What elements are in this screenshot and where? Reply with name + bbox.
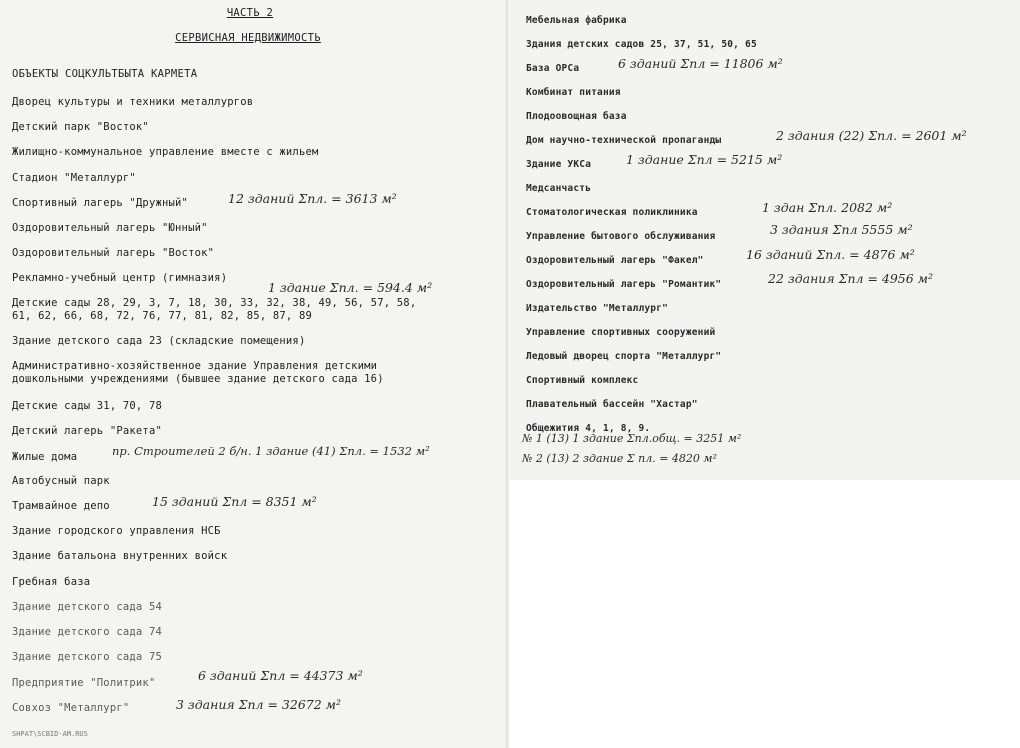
handwritten-note: 16 зданий Σпл. = 4876 м² (746, 247, 915, 262)
item-text: Детский парк "Восток" (12, 121, 149, 133)
section-title: СЕРВИСНАЯ НЕДВИЖИМОСТЬ (175, 32, 321, 44)
item-text: Оздоровительный лагерь "Юнный" (12, 222, 208, 234)
page-footer: SHPAT\SCBID-AM.RUS (12, 730, 88, 738)
item-text: Спортивный комплекс (526, 375, 639, 386)
handwritten-note: пр. Строителей 2 б/н. 1 здание (41) Σпл. = 1532 м² (112, 444, 430, 458)
list-item (526, 134, 721, 147)
item-text: 61, 62, 66, 68, 72, 76, 77, 81, 82, 85, 87, 89 (12, 310, 312, 322)
list-item (12, 222, 208, 235)
list-item (12, 272, 227, 285)
item-text: Автобусный парк (12, 475, 110, 487)
list-heading: ОБЪЕКТЫ СОЦКУЛЬТБЫТА КАРМЕТА (12, 68, 198, 80)
item-text: Предприятие "Политрик" (12, 677, 156, 689)
list-item (12, 172, 136, 185)
handwritten-note: 3 здания Σпл 5555 м² (770, 222, 913, 237)
left-page (0, 0, 508, 748)
list-item (12, 702, 129, 715)
list-item (526, 38, 757, 51)
handwritten-note: 1 здание Σпл = 5215 м² (626, 152, 783, 167)
item-text: Здание детского сада 54 (12, 601, 162, 613)
handwritten-note: 6 зданий Σпл = 11806 м² (618, 56, 783, 71)
item-text: Здание батальона внутренних войск (12, 550, 228, 562)
list-item (12, 247, 214, 260)
list-item (12, 576, 90, 589)
item-text: Стоматологическая поликлиника (526, 207, 698, 218)
item-text: Детский лагерь "Ракета" (12, 425, 162, 437)
part-title: ЧАСТЬ 2 (226, 7, 274, 19)
item-text: Мебельная фабрика (526, 15, 627, 26)
list-item (526, 86, 621, 99)
list-item (12, 310, 312, 323)
handwritten-note: 6 зданий Σпл = 44373 м² (198, 668, 363, 683)
item-text: База ОРСа (526, 63, 580, 74)
list-item (526, 398, 698, 411)
list-item (12, 373, 384, 386)
item-text: Издательство "Металлург" (526, 303, 669, 314)
item-text: Комбинат питания (526, 87, 621, 98)
list-item (12, 425, 162, 438)
item-text: Ледовый дворец спорта "Металлург" (526, 351, 722, 362)
handwritten-note: 2 здания (22) Σпл. = 2601 м² (776, 128, 967, 143)
list-item (12, 451, 77, 464)
item-text: Оздоровительный лагерь "Восток" (12, 247, 215, 259)
item-text: дошкольными учреждениями (бывшее здание детского сада 16) (12, 373, 384, 385)
item-text: Совхоз "Металлург" (12, 702, 130, 714)
list-item (12, 197, 188, 210)
list-item (12, 335, 305, 348)
list-item (12, 677, 155, 690)
item-text: Здание детского сада 23 (складские помещения) (12, 335, 306, 347)
item-text: Оздоровительный лагерь "Романтик" (526, 279, 722, 290)
list-item (526, 374, 638, 387)
handwritten-note: 22 здания Σпл = 4956 м² (768, 271, 934, 286)
list-item (12, 626, 162, 639)
item-text: Медсанчасть (526, 183, 592, 194)
item-text: Здание городского управления НСБ (12, 525, 221, 537)
item-text: Гребная база (12, 576, 91, 588)
handwritten-note: 15 зданий Σпл = 8351 м² (152, 494, 317, 509)
item-text: Оздоровительный лагерь "Факел" (526, 255, 704, 266)
item-text: Здание детского сада 74 (12, 626, 162, 638)
list-item (12, 297, 416, 310)
list-item (12, 475, 110, 488)
list-item (526, 254, 704, 267)
item-text: Плавательный бассейн "Хастар" (526, 399, 698, 410)
list-item (12, 400, 162, 413)
item-text: Дворец культуры и техники металлургов (12, 96, 254, 108)
list-item (12, 360, 377, 373)
item-text: Здание детского сада 75 (12, 651, 162, 663)
item-text: Детские сады 28, 29, 3, 7, 18, 30, 33, 32, 38, 49, 56, 57, 58, (12, 297, 417, 309)
list-item (526, 326, 715, 339)
list-item (526, 110, 627, 123)
item-text: Общежития 4, 1, 8, 9. (526, 423, 651, 434)
handwritten-note: 12 зданий Σпл. = 3613 м² (228, 191, 397, 206)
item-text: Детские сады 31, 70, 78 (12, 400, 162, 412)
item-text: Трамвайное депо (12, 500, 110, 512)
handwritten-note: № 1 (13) 1 здание Σпл.общ. = 3251 м² (522, 432, 742, 445)
item-text: Жилые дома (12, 451, 78, 463)
item-text: Управление спортивных сооружений (526, 327, 716, 338)
list-item (12, 525, 221, 538)
list-item (526, 62, 579, 75)
item-text: Управление бытового обслуживания (526, 231, 716, 242)
list-item (526, 206, 698, 219)
list-item (12, 146, 319, 159)
list-item (12, 500, 110, 513)
list-item (12, 121, 149, 134)
list-item (12, 96, 253, 109)
list-item (12, 550, 227, 563)
list-item (526, 350, 721, 363)
item-text: Стадион "Металлург" (12, 172, 136, 184)
item-text: Здания детских садов 25, 37, 51, 50, 65 (526, 39, 757, 50)
item-text: Спортивный лагерь "Дружный" (12, 197, 189, 209)
list-item (526, 230, 715, 243)
handwritten-note: 1 здан Σпл. 2082 м² (762, 200, 893, 215)
list-item (526, 302, 668, 315)
handwritten-note: № 2 (13) 2 здание Σ пл. = 4820 м² (522, 452, 717, 465)
item-text: Жилищно-коммунальное управление вместе с жильем (12, 146, 319, 158)
list-item (526, 278, 721, 291)
handwritten-note: 3 здания Σпл = 32672 м² (176, 697, 342, 712)
item-text: Плодоовощная база (526, 111, 627, 122)
list-item (526, 14, 627, 27)
item-text: Административно-хозяйственное здание Управления детскими (12, 360, 378, 372)
handwritten-note: 1 здание Σпл. = 594.4 м² (268, 280, 433, 295)
item-text: Здание УКСа (526, 159, 592, 170)
item-text: Дом научно-технической пропаганды (526, 135, 722, 146)
list-item (526, 182, 591, 195)
item-text: Рекламно-учебный центр (гимназия) (12, 272, 228, 284)
list-item (12, 651, 162, 664)
list-item (526, 158, 591, 171)
list-item (12, 601, 162, 614)
